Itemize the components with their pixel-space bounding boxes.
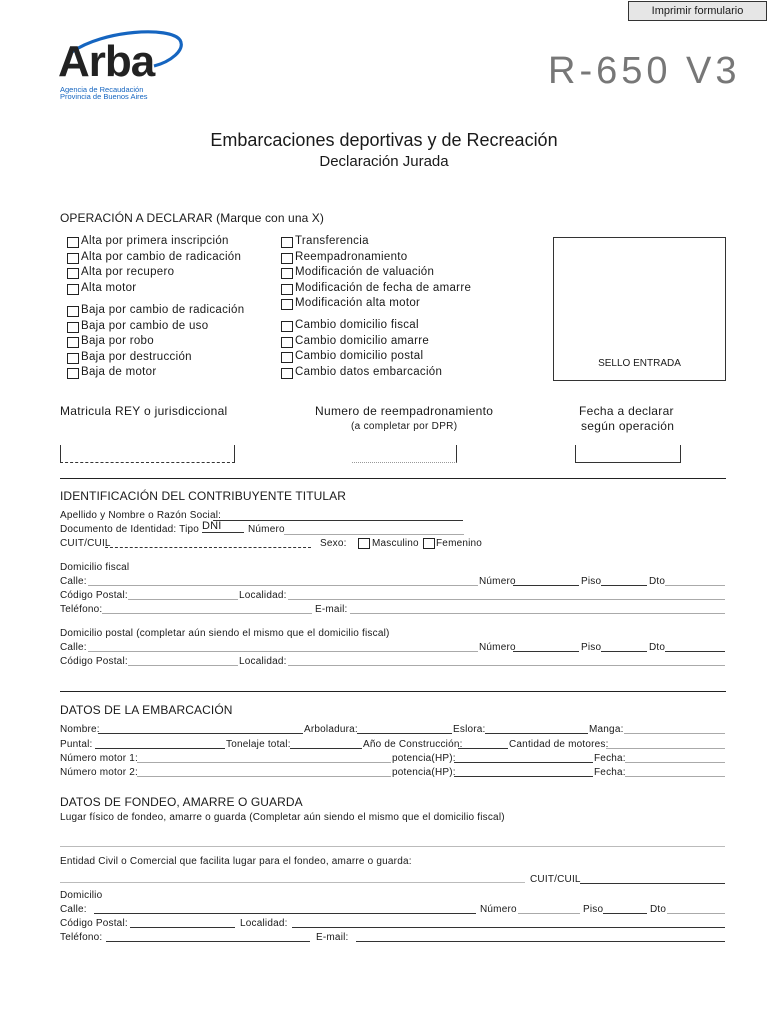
fiscal-dto-field[interactable] (665, 585, 725, 586)
reempadronamiento-note: (a completar por DPR) (351, 421, 458, 432)
postal-numero-label: Número (479, 642, 516, 653)
postal-cp-label: Código Postal: (60, 656, 128, 667)
stamp-label: SELLO ENTRADA (598, 358, 681, 369)
left2-label-0: Baja por cambio de radicación (81, 304, 245, 316)
form-code: R-650 V3 (548, 50, 741, 92)
fiscal-calle-label: Calle: (60, 576, 87, 587)
divider (60, 478, 726, 479)
fiscal-numero-label: Número (479, 576, 516, 587)
mooring-cp-label: Código Postal: (60, 918, 128, 929)
right2-label-2: Cambio domicilio postal (295, 350, 424, 363)
form-title: Embarcaciones deportivas y de Recreación (210, 130, 558, 150)
motor1-field[interactable] (137, 762, 391, 763)
matricula-label: Matricula REY o jurisdiccional (60, 404, 228, 418)
apellido-label: Apellido y Nombre o Razón Social: (60, 510, 222, 521)
doc-numero-label: Número (248, 524, 285, 535)
right1-checkbox-3[interactable] (281, 284, 293, 295)
right1-checkbox-0[interactable] (281, 237, 293, 248)
reempadronamiento-label: Numero de reempadronamiento (315, 404, 494, 418)
right2-checkbox-2[interactable] (281, 352, 293, 363)
fiscal-telefono-label: Teléfono: (60, 604, 103, 615)
doc-type-value[interactable]: DNI (202, 520, 244, 533)
arba-logo (58, 28, 188, 102)
form-subtitle: Declaración Jurada (319, 153, 449, 170)
matricula-field[interactable] (60, 445, 235, 463)
cantidad-motores-field[interactable] (606, 748, 725, 749)
logo-wordmark: Arba (58, 37, 155, 86)
right1-checkbox-4[interactable] (281, 299, 293, 310)
mooring-dto-label: Dto (650, 904, 667, 915)
right2-checkbox-3[interactable] (281, 368, 293, 379)
puntal-field[interactable] (95, 748, 225, 749)
fecha-declarar-field[interactable] (575, 445, 681, 463)
mooring-numero-label: Número (480, 904, 517, 915)
tonelaje-label: Tonelaje total: (226, 739, 291, 750)
operation-heading: OPERACIÓN A DECLARAR (Marque con una X) (60, 211, 324, 225)
motor2-fecha-label: Fecha: (594, 767, 626, 778)
masculino-label: Masculino (372, 538, 419, 549)
print-form-button[interactable]: Imprimir formulario (628, 1, 767, 21)
fiscal-telefono-field[interactable] (102, 613, 312, 614)
left2-checkbox-1[interactable] (67, 322, 79, 333)
mooring-telefono-field[interactable] (106, 941, 310, 942)
cuit-field[interactable] (105, 547, 311, 548)
right1-label-1: Reempadronamiento (295, 250, 408, 263)
postal-calle-label: Calle: (60, 642, 87, 653)
motor1-label: Número motor 1: (60, 753, 139, 764)
left2-checkbox-2[interactable] (67, 337, 79, 348)
fiscal-cp-field[interactable] (128, 599, 238, 600)
fecha-declarar-label-1: Fecha a declarar (579, 404, 674, 418)
arboladura-field[interactable] (357, 733, 452, 734)
mooring-numero-field[interactable] (518, 913, 580, 914)
apellido-field[interactable] (213, 520, 463, 521)
right1-label-2: Modificación de valuación (295, 266, 435, 279)
fiscal-email-label: E-mail: (315, 604, 348, 615)
left1-label-3: Alta motor (81, 281, 137, 294)
eslora-field[interactable] (485, 733, 588, 734)
tonelaje-field[interactable] (290, 748, 362, 749)
arboladura-label: Arboladura: (304, 724, 358, 735)
vessel-heading: DATOS DE LA EMBARCACIÓN (60, 703, 233, 717)
fiscal-piso-label: Piso (581, 576, 602, 587)
doc-numero-field[interactable] (284, 534, 464, 535)
mooring-localidad-field[interactable] (292, 927, 725, 928)
left2-label-3: Baja por destrucción (81, 350, 192, 363)
fiscal-localidad-label: Localidad: (239, 590, 287, 601)
right1-label-4: Modificación alta motor (295, 297, 421, 310)
right1-label-3: Modificación de fecha de amarre (295, 281, 472, 294)
postal-piso-label: Piso (581, 642, 602, 653)
mooring-telefono-label: Teléfono: (60, 932, 103, 943)
divider (60, 691, 726, 692)
cantidad-motores-label: Cantidad de motores: (509, 739, 609, 750)
right2-label-3: Cambio datos embarcación (295, 365, 443, 378)
left2-label-4: Baja de motor (81, 366, 157, 379)
fiscal-numero-field[interactable] (513, 585, 579, 586)
eslora-label: Eslora: (453, 724, 486, 735)
manga-label: Manga: (589, 724, 624, 735)
right1-label-0: Transferencia (295, 235, 369, 247)
fiscal-piso-field[interactable] (601, 585, 647, 586)
left1-checkbox-3[interactable] (67, 284, 79, 295)
lugar-label: Lugar físico de fondeo, amarre o guarda (Completar aún siendo el mismo que el domicilio fiscal) (60, 812, 505, 823)
right1-checkbox-2[interactable] (281, 268, 293, 279)
motor1-potencia-label: potencia(HP): (392, 753, 456, 764)
stamp-box (553, 237, 726, 381)
anio-field[interactable] (458, 748, 508, 749)
left2-checkbox-3[interactable] (67, 353, 79, 364)
entidad-label: Entidad Civil o Comercial que facilita lugar para el fondeo, amarre o guarda: (60, 856, 412, 867)
mooring-calle-label: Calle: (60, 904, 87, 915)
nombre-field[interactable] (98, 733, 303, 734)
left1-label-0: Alta por primera inscripción (81, 235, 229, 247)
entidad-field[interactable] (60, 882, 525, 883)
mooring-dto-field[interactable] (667, 913, 725, 914)
nombre-label: Nombre: (60, 724, 100, 735)
fiscal-email-field[interactable] (350, 613, 725, 614)
postal-localidad-label: Localidad: (239, 656, 287, 667)
domicilio-postal-heading: Domicilio postal (completar aún siendo el mismo que el domicilio fiscal) (60, 628, 390, 639)
femenino-label: Femenino (436, 538, 483, 549)
mooring-email-label: E-mail: (316, 932, 349, 943)
fiscal-cp-label: Código Postal: (60, 590, 128, 601)
left1-label-1: Alta por cambio de radicación (81, 250, 242, 263)
left2-label-1: Baja por cambio de uso (81, 319, 209, 332)
motor1-fecha-label: Fecha: (594, 753, 626, 764)
mooring-heading: DATOS DE FONDEO, AMARRE O GUARDA (60, 795, 303, 809)
postal-dto-field[interactable] (665, 651, 725, 652)
right2-checkbox-1[interactable] (281, 337, 293, 348)
motor2-label: Número motor 2: (60, 767, 139, 778)
anio-label: Año de Construcción: (363, 739, 463, 750)
fecha-declarar-label-2: según operación (581, 419, 675, 433)
domicilio-fiscal-heading: Domicilio fiscal (60, 562, 130, 573)
right2-label-0: Cambio domicilio fiscal (295, 319, 419, 331)
puntal-label: Puntal: (60, 739, 93, 750)
left2-checkbox-4[interactable] (67, 368, 79, 379)
mooring-localidad-label: Localidad: (240, 918, 288, 929)
motor1-fecha-field[interactable] (625, 762, 725, 763)
mooring-domicilio-label: Domicilio (60, 890, 103, 901)
motor1-potencia-field[interactable] (454, 762, 593, 763)
left1-checkbox-0[interactable] (67, 237, 79, 248)
fiscal-localidad-field[interactable] (288, 599, 725, 600)
logo-subtitle-1: Agencia de Recaudación (60, 85, 144, 94)
mooring-email-field[interactable] (356, 941, 725, 942)
reempadronamiento-field[interactable] (352, 445, 457, 463)
postal-calle-field[interactable] (88, 651, 478, 652)
contributor-heading: IDENTIFICACIÓN DEL CONTRIBUYENTE TITULAR (60, 489, 347, 503)
left1-checkbox-1[interactable] (67, 253, 79, 264)
manga-field[interactable] (624, 733, 725, 734)
femenino-checkbox[interactable] (423, 538, 435, 549)
documento-label: Documento de Identidad: Tipo (60, 524, 200, 535)
left1-checkbox-2[interactable] (67, 268, 79, 279)
motor2-fecha-field[interactable] (625, 776, 725, 777)
masculino-checkbox[interactable] (358, 538, 370, 549)
mooring-cuit-label: CUIT/CUIL (530, 874, 581, 885)
motor2-field[interactable] (137, 776, 391, 777)
sexo-label: Sexo: (320, 538, 347, 549)
fiscal-calle-field[interactable] (88, 585, 478, 586)
motor2-potencia-field[interactable] (454, 776, 593, 777)
postal-cp-field[interactable] (128, 665, 238, 666)
left2-checkbox-0[interactable] (67, 306, 79, 317)
left1-label-2: Alta por recupero (81, 266, 175, 278)
mooring-cp-field[interactable] (130, 927, 235, 928)
lugar-field[interactable] (60, 846, 725, 847)
right2-checkbox-0[interactable] (281, 321, 293, 332)
postal-dto-label: Dto (649, 642, 666, 653)
mooring-calle-field[interactable] (94, 913, 476, 914)
mooring-piso-field[interactable] (603, 913, 647, 914)
motor2-potencia-label: potencia(HP): (392, 767, 456, 778)
postal-localidad-field[interactable] (288, 665, 725, 666)
logo-subtitle-2: Provincia de Buenos Aires (60, 92, 148, 101)
right1-checkbox-1[interactable] (281, 253, 293, 264)
right2-label-1: Cambio domicilio amarre (295, 334, 430, 347)
mooring-piso-label: Piso (583, 904, 604, 915)
postal-piso-field[interactable] (601, 651, 647, 652)
fiscal-dto-label: Dto (649, 576, 666, 587)
postal-numero-field[interactable] (513, 651, 579, 652)
cuit-label: CUIT/CUIL (60, 538, 111, 549)
left2-label-2: Baja por robo (81, 335, 154, 348)
mooring-cuit-field[interactable] (580, 883, 725, 884)
